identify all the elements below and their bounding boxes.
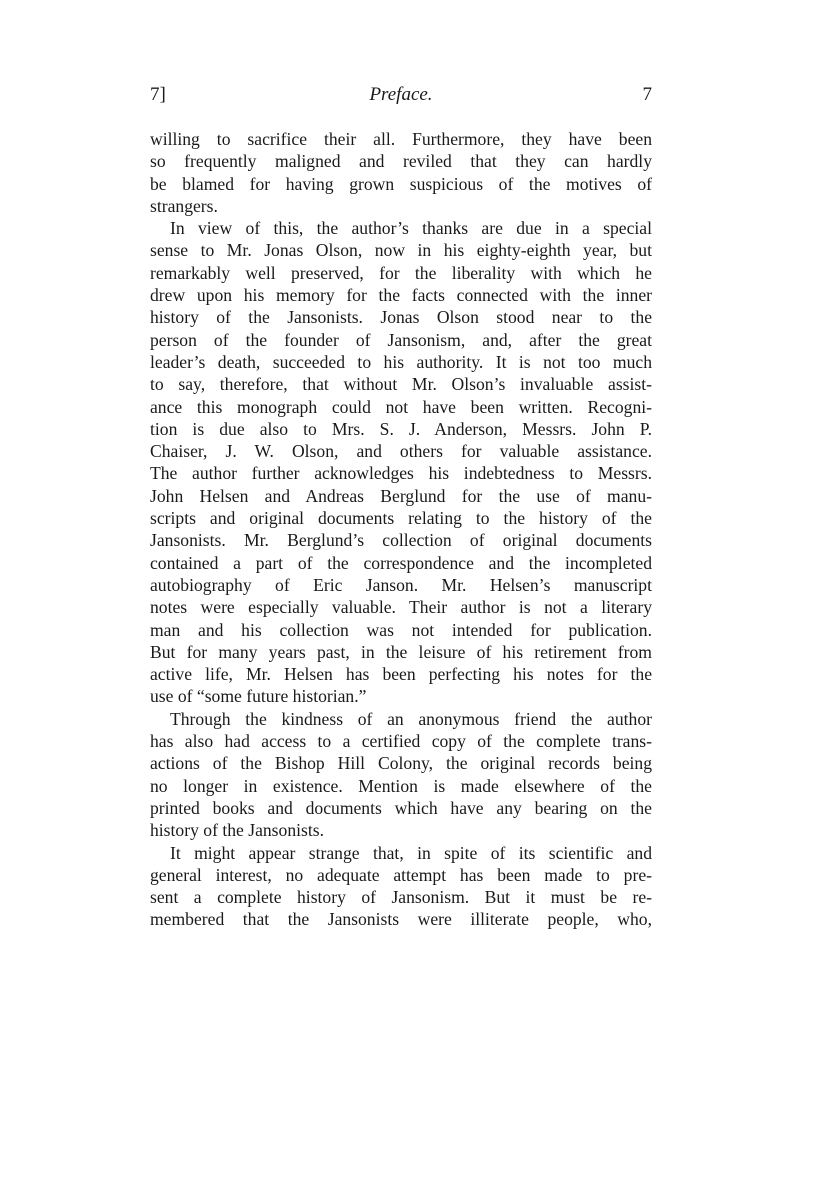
text-line: Jansonists. Mr. Berglund’s collection of original documents <box>150 530 652 551</box>
text-line: sent a complete history of Jansonism. But it must be re- <box>150 887 652 908</box>
text-line: membered that the Jansonists were illiterate people, who, <box>150 909 652 930</box>
text-line: In view of this, the author’s thanks are due in a special <box>170 218 652 239</box>
text-line: John Helsen and Andreas Berglund for the use of manu- <box>150 485 652 506</box>
text-line: willing to sacrifice their all. Furthermore, they have been <box>150 129 652 149</box>
section-marker: 7] <box>150 84 166 105</box>
text-line: man and his collection was not intended for publication. <box>150 619 652 640</box>
text-line: autobiography of Eric Janson. Mr. Helsen’s manuscript <box>150 574 652 595</box>
text-line: It might appear strange that, in spite of its scientific and <box>170 842 652 863</box>
text-line: drew upon his memory for the facts connected with the inner <box>150 285 652 306</box>
text-line: The author further acknowledges his indebtedness to Messrs. <box>150 463 652 484</box>
text-line: sense to Mr. Jonas Olson, now in his eighty-eighth year, but <box>150 240 652 261</box>
text-line: But for many years past, in the leisure of his retirement from <box>150 641 652 662</box>
text-line: person of the founder of Jansonism, and, after the great <box>150 329 652 350</box>
text-line: remarkably well preserved, for the liberality with which he <box>150 262 652 283</box>
text-line: Chaiser, J. W. Olson, and others for valuable assistance. <box>150 441 652 462</box>
text-line: actions of the Bishop Hill Colony, the original records being <box>150 753 652 774</box>
text-line: Through the kindness of an anonymous friend the author <box>170 708 652 729</box>
text-line: notes were especially valuable. Their author is not a literary <box>150 597 652 618</box>
text-line: to say, therefore, that without Mr. Olson’s invaluable assist- <box>150 374 652 395</box>
text-line: printed books and documents which have any bearing on the <box>150 797 652 818</box>
text-line: scripts and original documents relating to the history of the <box>150 508 652 529</box>
text-line: so frequently maligned and reviled that they can hardly <box>150 151 652 172</box>
text-line: leader’s death, succeeded to his authority. It is not too much <box>150 351 652 372</box>
page-number: 7 <box>642 84 652 105</box>
text-line: history of the Jansonists. Jonas Olson stood near to the <box>150 307 652 328</box>
text-line: be blamed for having grown suspicious of the motives of <box>150 173 652 194</box>
text-line: ance this monograph could not have been written. Recogni- <box>150 396 652 417</box>
text-line: history of the Jansonists. <box>150 820 324 841</box>
text-line: strangers. <box>150 195 218 216</box>
text-line: active life, Mr. Helsen has been perfecting his notes for the <box>150 664 652 685</box>
text-line: general interest, no adequate attempt has been made to pre- <box>150 864 652 885</box>
text-line: tion is due also to Mrs. S. J. Anderson, Messrs. John P. <box>150 418 652 439</box>
text-line: use of “some future historian.” <box>150 686 367 707</box>
text-line: has also had access to a certified copy of the complete trans- <box>150 731 652 752</box>
running-title: Preface. <box>369 84 433 105</box>
running-head <box>150 84 652 112</box>
body-text <box>150 128 652 931</box>
text-line: no longer in existence. Mention is made elsewhere of the <box>150 775 652 796</box>
text-line: contained a part of the correspondence and the incompleted <box>150 552 652 573</box>
